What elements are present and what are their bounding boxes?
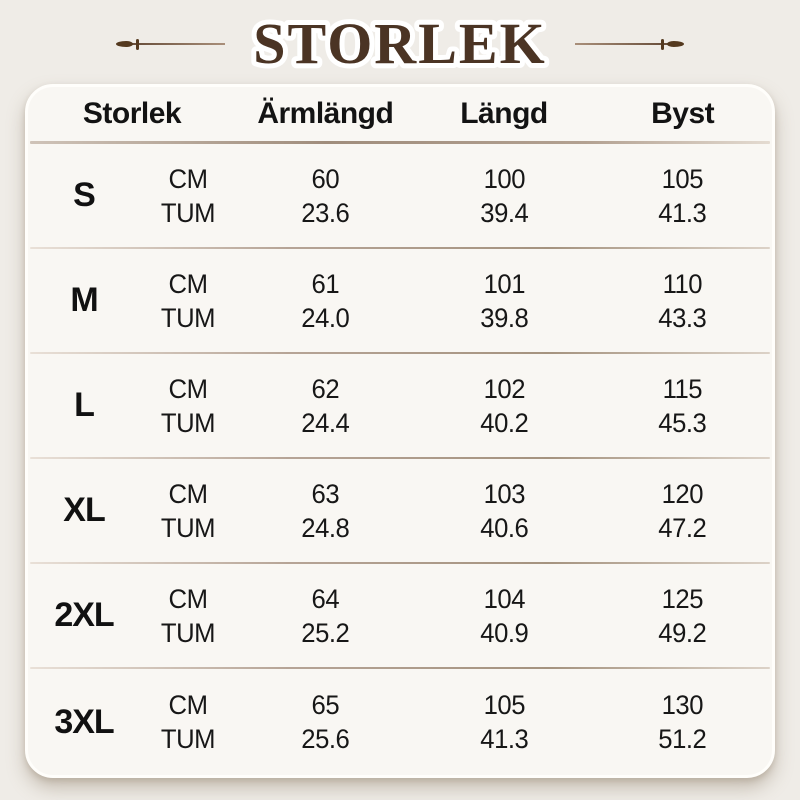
cm-value: 104 bbox=[483, 583, 525, 614]
size-label: 3XL bbox=[54, 702, 114, 741]
size-label: M bbox=[70, 281, 98, 319]
page-title: STORLEK bbox=[253, 11, 547, 76]
tum-value: 39.8 bbox=[479, 302, 529, 333]
unit-labels bbox=[140, 162, 236, 230]
armlangd-values bbox=[236, 372, 415, 440]
cm-value: 105 bbox=[661, 163, 704, 194]
tum-value: 25.2 bbox=[301, 617, 350, 648]
tum-value: 41.3 bbox=[658, 197, 707, 228]
langd-values bbox=[415, 267, 594, 335]
armlangd-values bbox=[236, 477, 415, 545]
cm-value: 130 bbox=[661, 690, 704, 720]
unit-labels bbox=[140, 582, 236, 650]
tum-value: 24.0 bbox=[301, 302, 350, 333]
table-row-l bbox=[28, 354, 772, 457]
unit-labels bbox=[140, 267, 236, 335]
unit-tum-label: TUM bbox=[160, 724, 216, 754]
tum-value: 24.8 bbox=[301, 512, 350, 543]
byst-values bbox=[593, 267, 772, 335]
unit-labels bbox=[140, 688, 236, 756]
cm-value: 64 bbox=[311, 583, 340, 614]
header-byst: Byst bbox=[651, 97, 715, 130]
table-row-3xl bbox=[28, 669, 772, 775]
header-langd: Längd bbox=[460, 97, 548, 130]
unit-labels bbox=[140, 372, 236, 440]
unit-labels bbox=[140, 477, 236, 545]
unit-tum-label: TUM bbox=[160, 512, 216, 543]
cm-value: 105 bbox=[483, 690, 525, 720]
cm-value: 110 bbox=[662, 268, 703, 299]
tum-value: 43.3 bbox=[658, 302, 707, 333]
cm-value: 102 bbox=[483, 373, 525, 404]
byst-values bbox=[593, 688, 772, 756]
ornament-tip-icon bbox=[116, 41, 133, 47]
table-row-2xl bbox=[28, 564, 772, 667]
unit-tum-label: TUM bbox=[160, 302, 216, 333]
tum-value: 40.9 bbox=[479, 617, 529, 648]
header-armlangd: Ärmlängd bbox=[257, 97, 394, 130]
tum-value: 39.4 bbox=[479, 197, 529, 228]
cm-value: 101 bbox=[483, 268, 525, 299]
langd-values bbox=[415, 477, 594, 545]
size-label: 2XL bbox=[54, 596, 114, 634]
table-row-xl bbox=[28, 459, 772, 562]
size-label: L bbox=[74, 386, 94, 424]
unit-cm-label: CM bbox=[168, 163, 208, 194]
tum-value: 51.2 bbox=[658, 724, 707, 754]
tum-value: 25.6 bbox=[301, 724, 350, 754]
cm-value: 63 bbox=[311, 478, 340, 509]
unit-cm-label: CM bbox=[168, 373, 208, 404]
unit-cm-label: CM bbox=[168, 478, 208, 509]
byst-values bbox=[593, 372, 772, 440]
unit-tum-label: TUM bbox=[160, 197, 216, 228]
tum-value: 23.6 bbox=[301, 197, 350, 228]
armlangd-values bbox=[236, 267, 415, 335]
page-title-graphic bbox=[235, 1, 565, 85]
unit-cm-label: CM bbox=[168, 268, 208, 299]
tum-value: 45.3 bbox=[658, 407, 707, 438]
cm-value: 125 bbox=[661, 583, 704, 614]
cm-value: 65 bbox=[311, 690, 340, 720]
ornament-crossbar-icon bbox=[661, 39, 664, 50]
tum-value: 40.6 bbox=[479, 512, 529, 543]
table-row-s bbox=[28, 144, 772, 247]
unit-cm-label: CM bbox=[168, 690, 208, 720]
divider-ornament-left-icon bbox=[119, 43, 225, 45]
unit-tum-label: TUM bbox=[160, 407, 216, 438]
armlangd-values bbox=[236, 582, 415, 650]
unit-cm-label: CM bbox=[168, 583, 208, 614]
cm-value: 61 bbox=[311, 268, 340, 299]
byst-values bbox=[593, 582, 772, 650]
cm-value: 100 bbox=[483, 163, 525, 194]
tum-value: 47.2 bbox=[658, 512, 707, 543]
langd-values bbox=[415, 688, 594, 756]
ornament-crossbar-icon bbox=[136, 39, 139, 50]
size-label: XL bbox=[63, 491, 105, 529]
title-banner bbox=[0, 0, 800, 86]
ornament-tip-icon bbox=[667, 41, 684, 47]
tum-value: 40.2 bbox=[479, 407, 529, 438]
header-storlek: Storlek bbox=[82, 97, 182, 130]
cm-value: 62 bbox=[311, 373, 340, 404]
divider-ornament-right-icon bbox=[575, 43, 681, 45]
cm-value: 60 bbox=[311, 163, 340, 194]
cm-value: 120 bbox=[661, 478, 704, 509]
langd-values bbox=[415, 582, 594, 650]
size-label: S bbox=[73, 176, 95, 214]
tum-value: 41.3 bbox=[479, 724, 529, 754]
langd-values bbox=[415, 162, 594, 230]
cm-value: 115 bbox=[662, 373, 703, 404]
byst-values bbox=[593, 477, 772, 545]
tum-value: 24.4 bbox=[301, 407, 350, 438]
byst-values bbox=[593, 162, 772, 230]
table-row-m bbox=[28, 249, 772, 352]
unit-tum-label: TUM bbox=[160, 617, 216, 648]
armlangd-values bbox=[236, 688, 415, 756]
tum-value: 49.2 bbox=[658, 617, 707, 648]
armlangd-values bbox=[236, 162, 415, 230]
cm-value: 103 bbox=[483, 478, 525, 509]
size-table-card bbox=[25, 84, 775, 778]
langd-values bbox=[415, 372, 594, 440]
table-header-row bbox=[28, 87, 772, 141]
